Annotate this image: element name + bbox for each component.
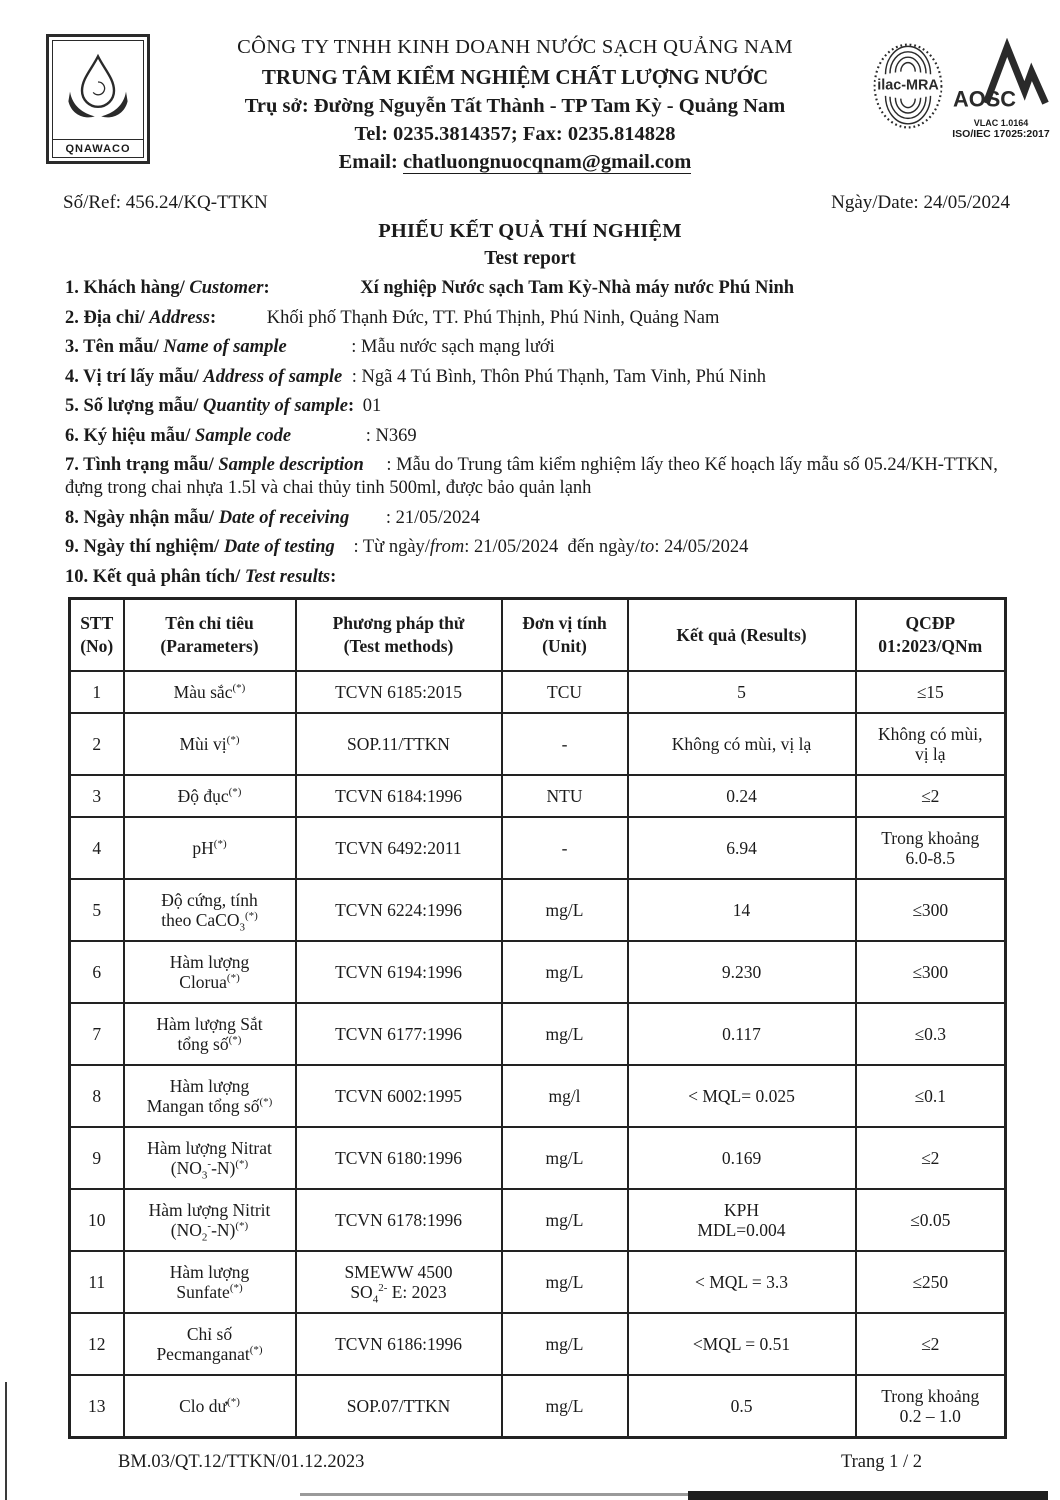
table-row: [70, 879, 1006, 941]
info-value: 01: [358, 396, 382, 416]
column-header: QCĐP 01:2023/QNm: [856, 599, 1006, 672]
table-header-row: [70, 599, 1006, 672]
results-table: [68, 597, 1007, 1439]
table-cell: Độ cứng, tính theo CaCO$_3$(*): [124, 879, 296, 941]
table-cell: -: [502, 817, 628, 879]
table-cell: < MQL= 0.025: [628, 1065, 856, 1127]
info-label: 2. Địa chỉ/ Address:: [65, 307, 217, 328]
table-cell: ≤0.1: [856, 1065, 1006, 1127]
aosc-mountain-icon: [953, 38, 1049, 116]
info-value: : Ngã 4 Tú Bình, Thôn Phú Thạnh, Tam Vinh, Phú Ninh: [347, 366, 767, 387]
info-value: : Từ ngày/from: 21/05/2024 đến ngày/to: 24/05/2024: [348, 537, 749, 557]
table-cell: 5: [628, 671, 856, 713]
table-row: [70, 1065, 1006, 1127]
table-cell: Hàm lượng Nitrat $(NO_3^--N)^{(*)}$: [124, 1127, 296, 1189]
info-value: Xí nghiệp Nước sạch Tam Kỳ-Nhà máy nước Phú Ninh: [355, 278, 795, 298]
table-cell: SMEWW 4500 $SO_4^{2-}$ E: 2023: [296, 1251, 502, 1313]
page-title: PHIẾU KẾT QUẢ THÍ NGHIỆM: [378, 220, 682, 242]
table-cell: 0.24: [628, 775, 856, 817]
table-cell: 5: [70, 879, 124, 941]
table-cell: Màu sắc(*): [124, 671, 296, 713]
table-cell: TCVN 6180:1996: [296, 1127, 502, 1189]
table-cell: 0.169: [628, 1127, 856, 1189]
column-header: Kết quả (Results): [628, 599, 856, 672]
qnawaco-logo-label: QNAWACO: [53, 139, 143, 157]
page-footer: [118, 1452, 922, 1473]
sample-info-list: [65, 277, 1015, 595]
table-row: [70, 1251, 1006, 1313]
table-cell: mg/l: [502, 1065, 628, 1127]
table-cell: KPH MDL=0.004: [628, 1189, 856, 1251]
table-cell: 3: [70, 775, 124, 817]
table-cell: mg/L: [502, 879, 628, 941]
table-cell: -: [502, 713, 628, 775]
company-name: CÔNG TY TNHH KINH DOANH NƯỚC SẠCH QUẢNG NAM: [237, 36, 793, 58]
iso-standard: ISO/IEC 17025:2017: [952, 128, 1050, 140]
table-cell: 4: [70, 817, 124, 879]
column-header: STT (No): [70, 599, 124, 672]
table-cell: TCVN 6492:2011: [296, 817, 502, 879]
table-row: [70, 1375, 1006, 1438]
table-cell: ≤2: [856, 1313, 1006, 1375]
table-cell: Độ đục(*): [124, 775, 296, 817]
table-cell: ≤300: [856, 941, 1006, 1003]
table-cell: 1: [70, 671, 124, 713]
page-number: Trang 1 / 2: [840, 1452, 922, 1472]
sample-info-item: [65, 425, 1015, 448]
info-label: 1. Khách hàng/ Customer:: [65, 278, 270, 298]
table-cell: < MQL = 3.3: [628, 1251, 856, 1313]
table-cell: mg/L: [502, 1375, 628, 1438]
accreditation-logos: [854, 28, 1054, 168]
info-label: 4. Vị trí lấy mẫu/ Address of sample: [65, 366, 343, 387]
email-address: chatluongnuocqnam@gmail.com: [402, 150, 692, 173]
table-cell: ≤250: [856, 1251, 1006, 1313]
aosc-logo: [950, 38, 1052, 140]
svg-text:ilac-MRA: ilac-MRA: [877, 77, 939, 94]
email-label: Email:: [338, 150, 398, 173]
table-cell: 6.94: [628, 817, 856, 879]
document-ref: Số/Ref: 456.24/KQ-TTKN: [63, 192, 268, 213]
info-label: 5. Số lượng mẫu/ Quantity of sample:: [65, 396, 355, 416]
table-cell: TCVN 6194:1996: [296, 941, 502, 1003]
table-cell: mg/L: [502, 941, 628, 1003]
table-cell: SOP.11/TTKN: [296, 713, 502, 775]
table-cell: 0.117: [628, 1003, 856, 1065]
sample-info-item: [65, 307, 1015, 330]
table-cell: Chỉ số Pecmanganat(*): [124, 1313, 296, 1375]
table-cell: ≤300: [856, 879, 1006, 941]
table-cell: 11: [70, 1251, 124, 1313]
center-name: TRUNG TÂM KIỂM NGHIỆM CHẤT LƯỢNG NƯỚC: [261, 64, 769, 89]
table-cell: 0.5: [628, 1375, 856, 1438]
table-row: [70, 1003, 1006, 1065]
table-cell: Clo dư(*): [124, 1375, 296, 1438]
table-cell: mg/L: [502, 1189, 628, 1251]
table-cell: 10: [70, 1189, 124, 1251]
ilac-mra-icon: [872, 36, 944, 136]
table-cell: NTU: [502, 775, 628, 817]
table-cell: <MQL = 0.51: [628, 1313, 856, 1375]
table-cell: 14: [628, 879, 856, 941]
table-cell: ≤0.3: [856, 1003, 1006, 1065]
table-cell: ≤2: [856, 775, 1006, 817]
column-header: Tên chỉ tiêu (Parameters): [124, 599, 296, 672]
table-cell: 9.230: [628, 941, 856, 1003]
table-row: [70, 775, 1006, 817]
info-label: 9. Ngày thí nghiệm/ Date of testing: [65, 537, 335, 557]
table-row: [70, 713, 1006, 775]
table-cell: TCVN 6184:1996: [296, 775, 502, 817]
table-cell: ≤2: [856, 1127, 1006, 1189]
table-cell: TCVN 6002:1995: [296, 1065, 502, 1127]
table-cell: TCVN 6186:1996: [296, 1313, 502, 1375]
water-drop-hands-icon: [62, 41, 134, 139]
table-row: [70, 1127, 1006, 1189]
column-header: Đơn vị tính (Unit): [502, 599, 628, 672]
table-cell: Hàm lượng Sắt tổng số(*): [124, 1003, 296, 1065]
info-label: 3. Tên mẫu/ Name of sample: [65, 337, 287, 357]
info-value: : 21/05/2024: [381, 507, 480, 528]
table-cell: Hàm lượng Nitrit $(NO_2^--N)^{(*)}$: [124, 1189, 296, 1251]
table-row: [70, 1313, 1006, 1375]
info-label: 8. Ngày nhận mẫu/ Date of receiving: [65, 507, 350, 528]
sample-info-item: [65, 366, 1015, 389]
table-cell: mg/L: [502, 1127, 628, 1189]
table-row: [70, 941, 1006, 1003]
sample-info-item: [65, 277, 1015, 300]
table-cell: Hàm lượng Clorua(*): [124, 941, 296, 1003]
table-cell: 6: [70, 941, 124, 1003]
sample-info-item: [65, 566, 1015, 589]
sample-info-item: [65, 336, 1015, 359]
table-cell: 7: [70, 1003, 124, 1065]
table-cell: Hàm lượng Sunfate(*): [124, 1251, 296, 1313]
table-cell: ≤0.05: [856, 1189, 1006, 1251]
info-label: 7. Tình trạng mẫu/ Sample description: [65, 455, 364, 475]
letterhead: [170, 36, 860, 174]
table-cell: Trong khoảng 6.0-8.5: [856, 817, 1006, 879]
table-cell: Hàm lượng Mangan tổng số(*): [124, 1065, 296, 1127]
table-cell: 12: [70, 1313, 124, 1375]
table-cell: 2: [70, 713, 124, 775]
table-cell: SOP.07/TTKN: [296, 1375, 502, 1438]
table-cell: TCVN 6178:1996: [296, 1189, 502, 1251]
info-label: 6. Ký hiệu mẫu/ Sample code: [65, 425, 292, 446]
info-label: 10. Kết quả phân tích/ Test results:: [65, 566, 337, 587]
vlac-code: VLAC 1.0164: [973, 118, 1029, 128]
table-cell: pH(*): [124, 817, 296, 879]
form-code: BM.03/QT.12/TTKN/01.12.2023: [118, 1452, 365, 1472]
sample-info-item: [65, 507, 1015, 530]
table-row: [70, 817, 1006, 879]
sample-info-item: [65, 454, 1015, 500]
table-cell: TCVN 6224:1996: [296, 879, 502, 941]
svg-text:AOSC: AOSC: [953, 86, 1016, 112]
sample-info-item: [65, 536, 1015, 559]
table-cell: TCVN 6185:2015: [296, 671, 502, 713]
head-office-address: Trụ sở: Đường Nguyễn Tất Thành - TP Tam Kỳ - Quảng Nam: [244, 94, 786, 117]
scan-artifact-band: [300, 1493, 700, 1496]
tel-fax-line: Tel: 0235.3814357; Fax: 0235.814828: [354, 123, 676, 146]
info-value: : Mẫu nước sạch mạng lưới: [346, 337, 555, 357]
sample-info-item: [65, 395, 1015, 418]
table-row: [70, 1189, 1006, 1251]
table-cell: 9: [70, 1127, 124, 1189]
table-cell: mg/L: [502, 1003, 628, 1065]
page-subtitle: Test report: [484, 248, 576, 269]
table-cell: 13: [70, 1375, 124, 1438]
table-row: [70, 671, 1006, 713]
info-value: : N369: [361, 425, 417, 446]
table-cell: 8: [70, 1065, 124, 1127]
table-cell: ≤15: [856, 671, 1006, 713]
table-cell: Không có mùi, vị lạ: [628, 713, 856, 775]
scan-artifact-band: [688, 1491, 1048, 1500]
table-cell: TCVN 6177:1996: [296, 1003, 502, 1065]
scan-artifact-line: [5, 1382, 7, 1500]
qnawaco-logo: [46, 34, 150, 164]
table-cell: Không có mùi, vị lạ: [856, 713, 1006, 775]
document-date: Ngày/Date: 24/05/2024: [831, 192, 1010, 213]
column-header: Phương pháp thử (Test methods): [296, 599, 502, 672]
table-cell: Trong khoảng 0.2 – 1.0: [856, 1375, 1006, 1438]
table-cell: mg/L: [502, 1313, 628, 1375]
ref-date-row: [63, 192, 1010, 214]
table-cell: mg/L: [502, 1251, 628, 1313]
email-line: [170, 151, 860, 175]
info-value: : Mẫu do Trung tâm kiểm nghiệm lấy theo Kế hoạch lấy mẫu số 05.24/KH-TTKN, đựng trong chai nhựa 1.5l và chai thủy tinh 500ml, được bảo quản lạnh: [65, 455, 998, 498]
table-cell: TCU: [502, 671, 628, 713]
info-value: Khối phố Thạnh Đức, TT. Phú Thịnh, Phú Ninh, Quảng Nam: [262, 307, 720, 328]
table-cell: Mùi vị(*): [124, 713, 296, 775]
